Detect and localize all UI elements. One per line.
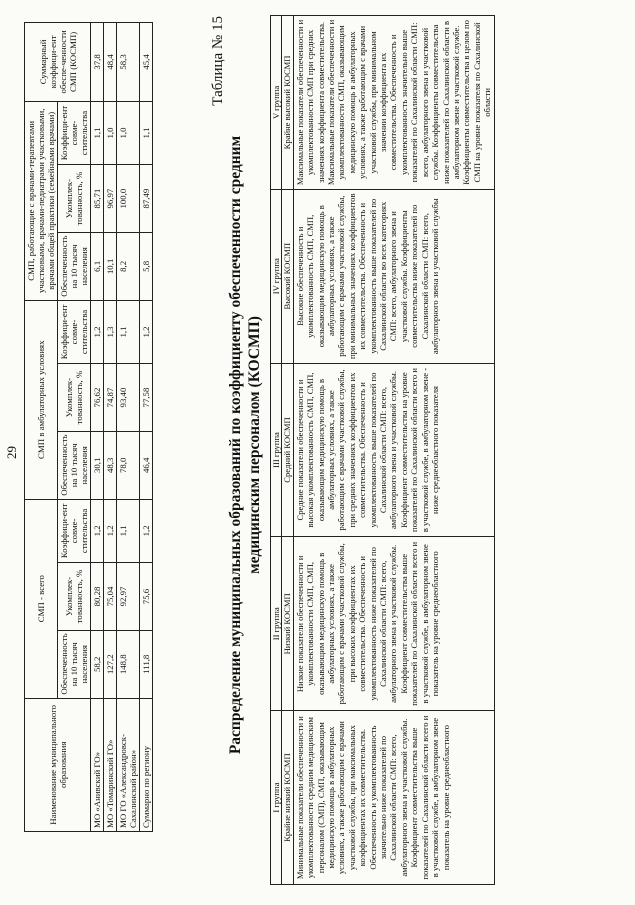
group-description-cell: Максимальные показатели обеспеченности и укомплектованности СМП при средних значениях коэффициента совместительства. Максимальные показатели обеспеченности и укомплектованности СМП, оказывающим медицинскую помощь в амбулаторных условиях, а также работающим с врачами участковой службы, при минимальном значении коэффициента их совместительства. Обеспеченность и укомплектованность значительно выше показателей по Сахалинской области СМП: всего, амбулаторного звена и участковой службы. Коэффициенты совместительства ниже показателей по Сахалинской области в амбулаторном звене и участковой службе. Коэффициенты совместительства в целом по СМП на уровне показателя по Сахалинской области xyxy=(293,16,494,190)
value-cell: 77,58 xyxy=(140,364,153,432)
sub-obesp-1: Обеспеченность на 10 тысяч населения xyxy=(58,630,91,698)
value-cell: 111,8 xyxy=(140,630,153,698)
value-cell: 85,71 xyxy=(91,165,104,233)
staffing-table xyxy=(24,22,153,832)
group-level-cell: Средний КОСМП xyxy=(282,363,293,537)
value-cell: 48,4 xyxy=(104,23,117,102)
value-cell: 5,8 xyxy=(140,233,153,301)
group-level-cell: Крайне высокий КОСМП xyxy=(282,16,293,190)
sub-ukompl-1: Укомплек-тованность, % xyxy=(58,563,91,631)
value-cell: 1,1 xyxy=(117,499,140,562)
value-cell: 10,1 xyxy=(104,233,117,301)
value-cell: 1,2 xyxy=(91,499,104,562)
value-cell: 1,1 xyxy=(117,300,140,363)
page-number: 29 xyxy=(4,446,19,459)
value-cell: 46,4 xyxy=(140,431,153,499)
value-cell: 45,4 xyxy=(140,23,153,102)
value-cell: 1,2 xyxy=(140,300,153,363)
group-name-cell: IV группа xyxy=(271,189,282,363)
value-cell: 8,2 xyxy=(117,233,140,301)
value-cell: 1,1 xyxy=(140,101,153,164)
group-level-cell: Низкий КОСМП xyxy=(282,537,293,711)
table-row xyxy=(117,23,140,832)
col-smp-amb-header: СМП в амбулаторных условиях xyxy=(25,300,58,499)
table-row xyxy=(140,23,153,832)
value-cell: 30,1 xyxy=(91,431,104,499)
sub-ukompl-2: Укомплек-тованность, % xyxy=(58,364,91,432)
value-cell: 87,49 xyxy=(140,165,153,233)
value-cell: 1,0 xyxy=(104,101,117,164)
col-name-header: Наименование муниципального образования xyxy=(25,698,91,831)
value-cell: 93,40 xyxy=(117,364,140,432)
table-row xyxy=(91,23,104,832)
group-name-cell: I группа xyxy=(271,711,282,885)
group-name-cell: III группа xyxy=(271,363,282,537)
groups-table xyxy=(270,15,495,885)
value-cell: 58,2 xyxy=(91,630,104,698)
value-cell: 92,97 xyxy=(117,563,140,631)
value-cell: 1,3 xyxy=(104,300,117,363)
table-number: Таблица № 15 xyxy=(210,16,226,106)
group-description-cell: Высокие обеспеченность и укомплектованность СМП, СМП, оказывающим медицинскую помощь в амбулаторных условиях, а также работающим с врачами участковой службы, при минимальных значениях коэффициентов их совместительства. Обеспеченность и укомплектованность выше показателей по Сахалинской области во всех категориях СМП: всего, амбулаторного звена и участковой службы. Коэффициенты совместительства ниже показателей по Сахалинской области СМП: всего, амбулаторного звена и участковой службы xyxy=(293,189,494,363)
mo-name-cell: МО ГО «Александровск-Сахалинский район» xyxy=(117,698,140,831)
value-cell: 58,3 xyxy=(117,23,140,102)
col-smp-all-header: СМП - всего xyxy=(25,499,58,698)
value-cell: 75,04 xyxy=(104,563,117,631)
group-name-cell: V группа xyxy=(271,16,282,190)
staffing-header-row xyxy=(25,23,58,832)
group-level-cell: Крайне низкий КОСМП xyxy=(282,711,293,885)
col-smp-gp-header: СМП, работающие с врачами-терапевтами участковыми, врачами-педиатрами участковыми, врачами общей практики (семейными врачами) xyxy=(25,101,58,300)
group-description-cell: Минимальные показатели обеспеченности и укомплектованности средним медицинским персоналом (СМП), СМП, оказывающим медицинскую помощь в амбулаторных условиях, а также работающим с врачами участковой службы, при максимальных коэффициентах их совместительства. Обеспеченность и укомплектованность значительно ниже показателей по Сахалинской области СМП: всего, амбулаторного звена и участковой службы. Коэффициент совместительства выше показателей по Сахалинской области всего и в участковой службе, в амбулаторном звене показатель на уровне среднеобластного xyxy=(293,711,494,885)
section-title: Распределение муниципальных образований по коэффициенту обеспеченности средним медицинским персоналом (КОСМП) xyxy=(227,135,263,755)
sub-koef-1: Коэффици-ент совме-стительства xyxy=(58,499,91,562)
group-name-cell: II группа xyxy=(271,537,282,711)
value-cell: 48,3 xyxy=(104,431,117,499)
table-row xyxy=(104,23,117,832)
value-cell: 127,2 xyxy=(104,630,117,698)
sub-obesp-2: Обеспеченность на 10 тысяч населения xyxy=(58,431,91,499)
group-level-cell: Высокий КОСМП xyxy=(282,189,293,363)
value-cell: 80,28 xyxy=(91,563,104,631)
value-cell: 1,2 xyxy=(140,499,153,562)
mo-name-cell: Суммарно по региону xyxy=(140,698,153,831)
group-description-cell: Низкие показатели обеспеченности и укомплектованности СМП, СМП, оказывающим медицинскую помощь в амбулаторных условиях, а также работающим с врачами участковой службы, при высоких коэффициентах их совместительства. Обеспеченность и укомплектованность ниже показателей по Сахалинской области СМП: всего, амбулаторного звена и участковой службы. Коэффициент совместительства выше показателей по Сахалинской области всего и в участковой службе, в амбулаторном звене показатель на уровне среднеобластного xyxy=(293,537,494,711)
mo-name-cell: МО «Анивский ГО» xyxy=(91,698,104,831)
value-cell: 75,6 xyxy=(140,563,153,631)
group-description-cell: Средние показатели обеспеченности и высокая укомплектованность СМП, СМП, оказывающим медицинскую помощь в амбулаторных условиях, а также работающим с врачами участковой службы, при средних значениях коэффициентов их совместительства. Обеспеченность и укомплектованность выше показателей по Сахалинской области СМП: всего, амбулаторного звена и участковой службы. Коэффициент совместительства на уровне показателей по Сахалинской области всего и в участковой службе, в амбулаторном звене - ниже среднеобластного показателя xyxy=(293,363,494,537)
value-cell: 1,2 xyxy=(104,499,117,562)
value-cell: 148,8 xyxy=(117,630,140,698)
value-cell: 1,2 xyxy=(91,300,104,363)
value-cell: 1,0 xyxy=(117,101,140,164)
group-level-row xyxy=(282,16,293,885)
value-cell: 96,97 xyxy=(104,165,117,233)
value-cell: 37,8 xyxy=(91,23,104,102)
value-cell: 100,0 xyxy=(117,165,140,233)
value-cell: 78,0 xyxy=(117,431,140,499)
sub-koef-3: Коэффици-ент совме-стительства xyxy=(58,101,91,164)
col-summary-header: Суммарный коэффици-ент обеспе-ченности СМП (КОСМП) xyxy=(25,23,91,102)
value-cell: 1,1 xyxy=(91,101,104,164)
value-cell: 76,62 xyxy=(91,364,104,432)
sub-obesp-3: Обеспеченность на 10 тысяч населения xyxy=(58,233,91,301)
value-cell: 74,87 xyxy=(104,364,117,432)
value-cell: 6,1 xyxy=(91,233,104,301)
group-name-row xyxy=(271,16,282,885)
group-text-row xyxy=(293,16,494,885)
sub-koef-2: Коэффици-ент совме-стительства xyxy=(58,300,91,363)
mo-name-cell: МО «Томаринский ГО» xyxy=(104,698,117,831)
sub-ukompl-3: Укомплек-тованность, % xyxy=(58,165,91,233)
